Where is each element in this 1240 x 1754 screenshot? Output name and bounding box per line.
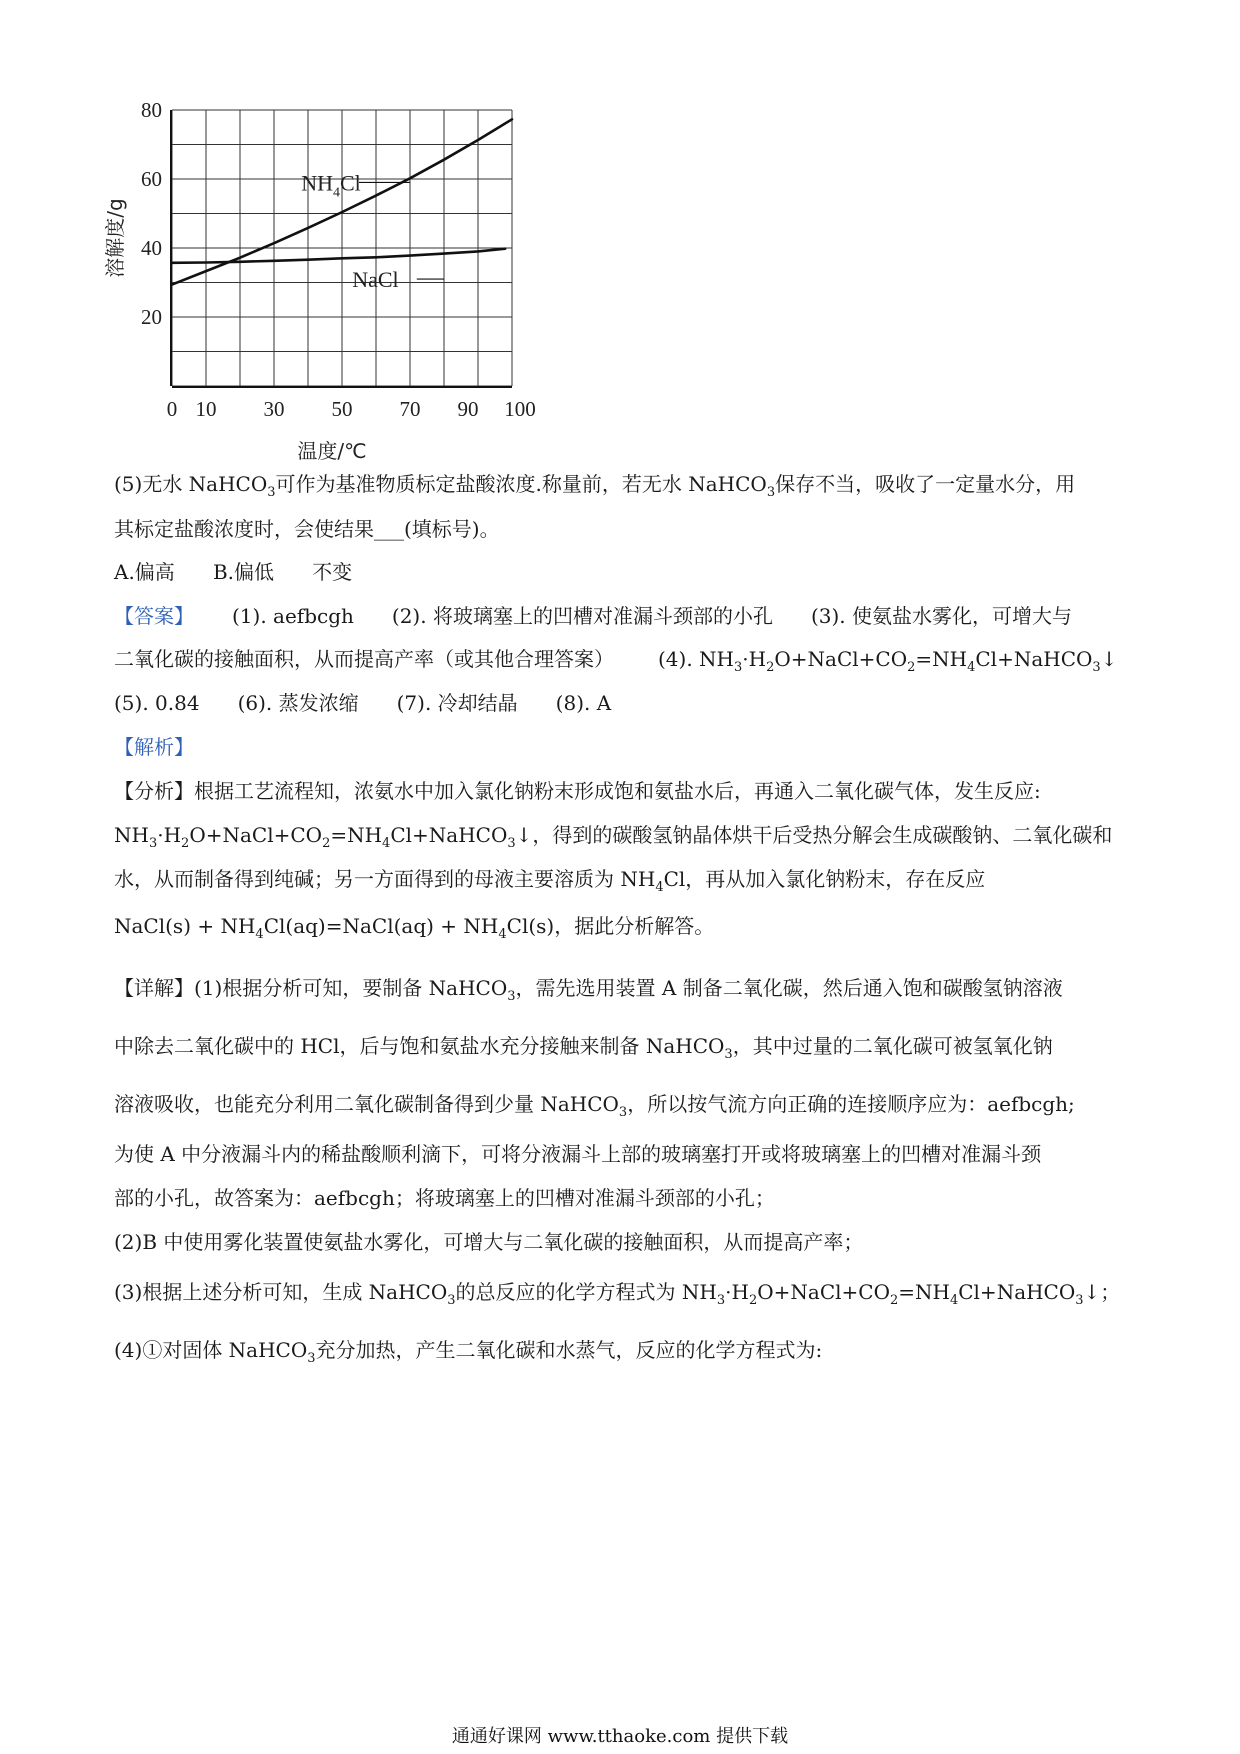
- fenxi-line1: 【分析】根据工艺流程知，浓氨水中加入氯化钠粉末形成饱和氨盐水后，再通入二氧化碳气体，发生反应:: [114, 779, 1041, 803]
- q5-line2: 其标定盐酸浓度时，会使结果___(填标号)。: [114, 517, 500, 541]
- x-axis-label: 温度/℃: [297, 439, 367, 463]
- x-tick-label: 0: [166, 397, 178, 421]
- analysis-label: 【解析】: [114, 735, 194, 759]
- fenxi-line4: NaCl(s) + $NH_4Cl(aq)=NaCl(aq) + NH_4Cl(s)$，据此分析解答。: [114, 914, 715, 942]
- xiangjie-p2: (2)B 中使用雾化装置使氨盐水雾化，可增大与二氧化碳的接触面积，从而提高产率；: [114, 1230, 864, 1254]
- xiangjie-line2: 中除去二氧化碳中的 HCl，后与饱和氨盐水充分接触来制备 NaHCO$_3$，其中过量的二氧化碳可被氢氧化钠: [114, 1034, 1053, 1062]
- solubility-chart: [100, 100, 620, 520]
- q5-line1: (5)无水 NaHCO$_3$可作为基准物质标定盐酸浓度.称量前，若无水 NaHCO$_3$保存不当，吸收了一定量水分，用: [114, 472, 1076, 500]
- q5-options: A.偏高 B.偏低 不变: [114, 560, 353, 584]
- chart-svg: [100, 100, 620, 520]
- y-tick-label: 20: [141, 305, 162, 329]
- fenxi-line3: 水，从而制备得到纯碱；另一方面得到的母液主要溶质为 $NH_4Cl$，再从加入氯化钠粉末，存在反应: [114, 867, 986, 895]
- xiangjie-line3: 溶液吸收，也能充分利用二氧化碳制备得到少量 NaHCO$_3$，所以按气流方向正确的连接顺序应为：aefbcgh;: [114, 1092, 1075, 1120]
- y-axis-label: 溶解度/g: [103, 198, 127, 278]
- answer-line2: 二氧化碳的接触面积，从而提高产率（或其他合理答案） (4). $NH_3\cdot H_2O+NaCl+CO_2=NH_4Cl+NaHCO_3↓$: [114, 647, 1118, 675]
- x-tick-label: 70: [399, 397, 421, 421]
- series-line-nacl: [172, 249, 505, 263]
- x-tick-label: 10: [195, 397, 217, 421]
- x-tick-label: 30: [263, 397, 285, 421]
- y-tick-label: 60: [141, 167, 162, 191]
- y-tick-label: 40: [141, 236, 162, 260]
- x-tick-label: 90: [457, 397, 479, 421]
- answer-label: 【答案】: [114, 604, 194, 628]
- xiangjie-p3: (3)根据上述分析可知，生成 NaHCO$_3$的总反应的化学方程式为 $NH_3\cdot H_2O+NaCl+CO_2=NH_4Cl+NaHCO_3↓$；: [114, 1280, 1121, 1308]
- footer-credit: 通通好课网 www.tthaoke.com 提供下载: [451, 1726, 789, 1747]
- answer-line1: 【答案】 (1). aefbcgh (2). 将玻璃塞上的凹槽对准漏斗颈部的小孔 (3). 使氨盐水雾化，可增大与: [114, 604, 1072, 628]
- xiangjie-line1: 【详解】(1)根据分析可知，要制备 NaHCO$_3$，需先选用装置 A 制备二氧化碳，然后通入饱和碳酸氢钠溶液: [114, 976, 1063, 1004]
- answer-line3: (5). 0.84 (6). 蒸发浓缩 (7). 冷却结晶 (8). A: [114, 691, 612, 715]
- xiangjie-line5: 部的小孔，故答案为：aefbcgh；将玻璃塞上的凹槽对准漏斗颈部的小孔；: [114, 1186, 775, 1210]
- series-label-nacl: NaCl: [352, 267, 399, 293]
- fenxi-line2: $NH_3\cdot H_2O+NaCl+CO_2=NH_4Cl+NaHCO_3↓$，得到的碳酸氢钠晶体烘干后受热分解会生成碳酸钠、二氧化碳和: [114, 823, 1113, 851]
- x-tick-label: 100: [504, 397, 536, 421]
- xiangjie-p4: (4)①对固体 NaHCO$_3$充分加热，产生二氧化碳和水蒸气，反应的化学方程式为:: [114, 1338, 823, 1366]
- x-tick-label: 50: [331, 397, 353, 421]
- series-label-nh4cl: $NH_4Cl$: [301, 170, 361, 201]
- y-tick-label: 80: [141, 98, 162, 122]
- xiangjie-line4: 为使 A 中分液漏斗内的稀盐酸顺利滴下，可将分液漏斗上部的玻璃塞打开或将玻璃塞上的凹槽对准漏斗颈: [114, 1142, 1042, 1166]
